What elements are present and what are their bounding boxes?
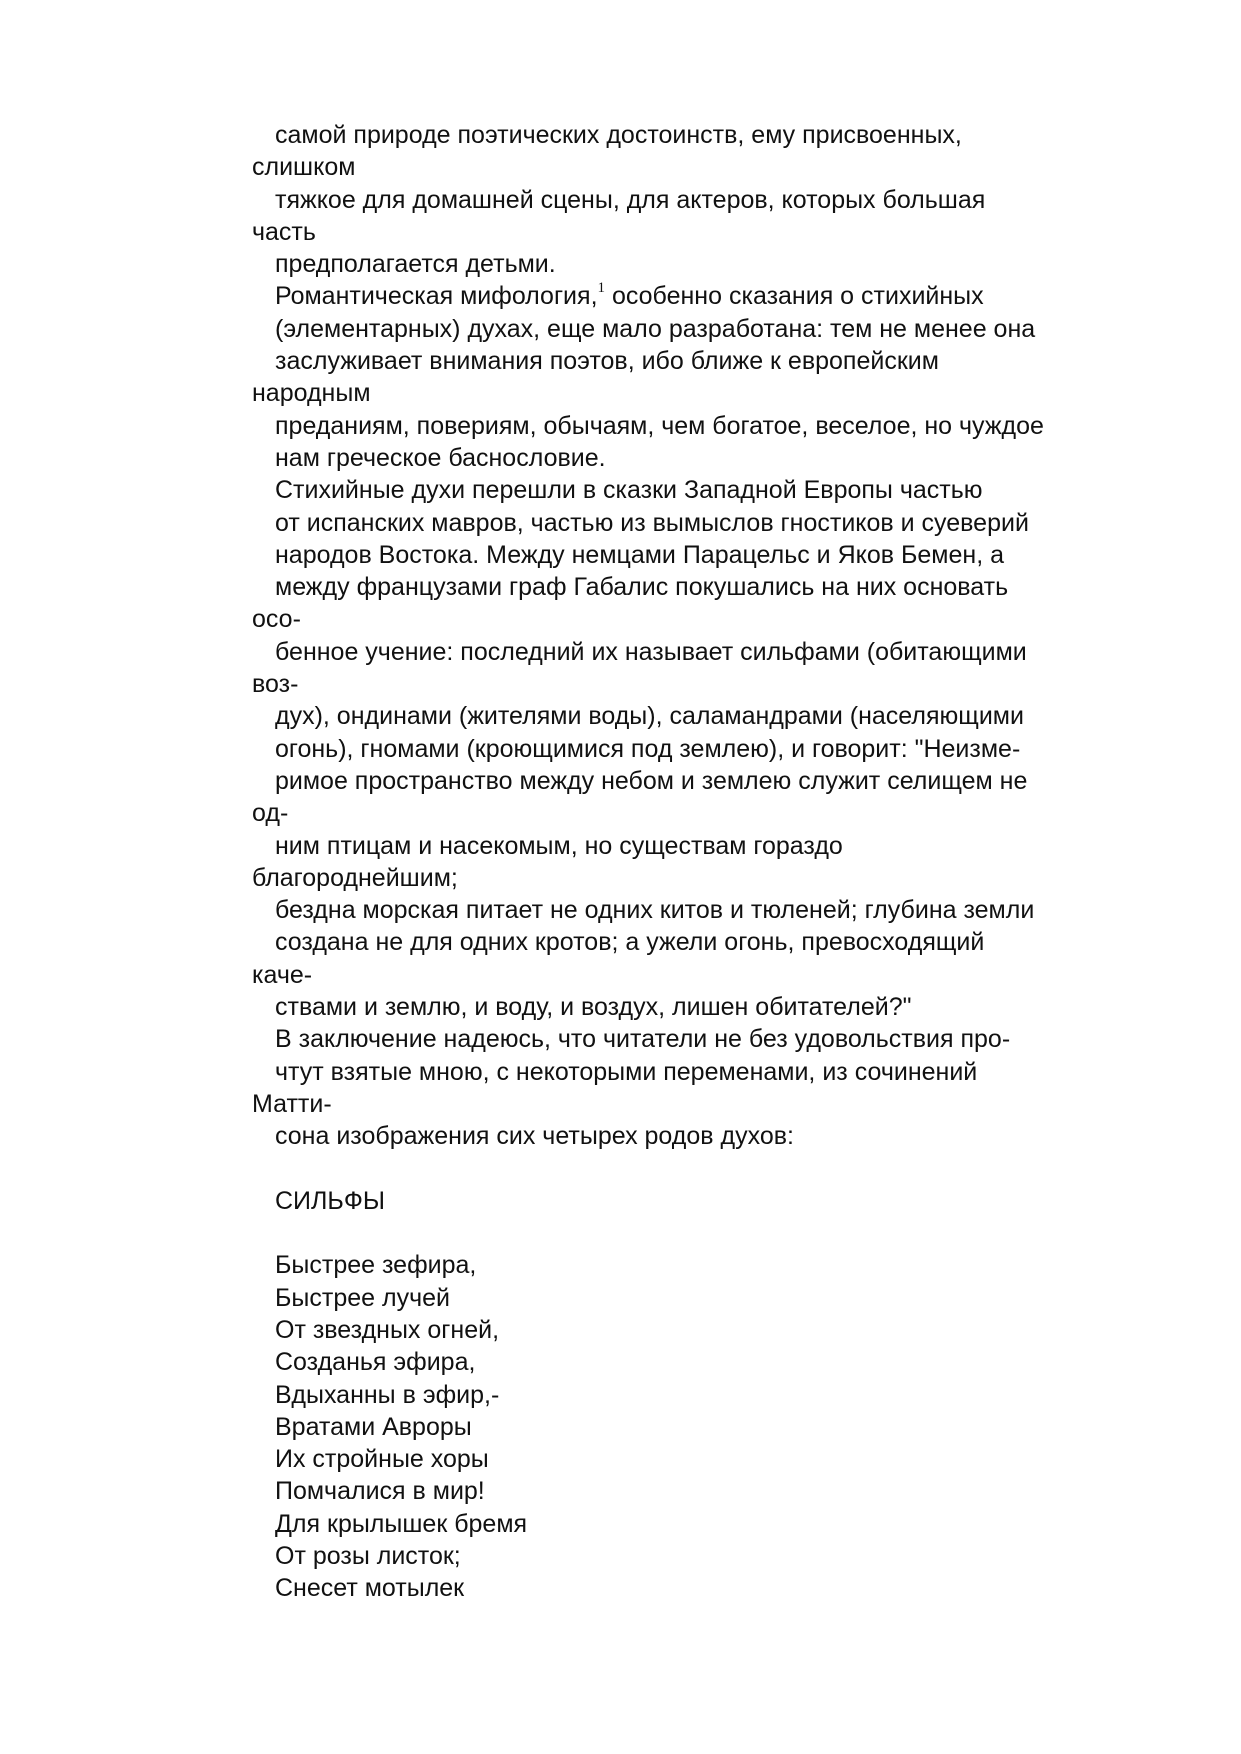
text-line-with-footnote bbox=[252, 280, 1152, 312]
poem-line: От розы листок; bbox=[275, 1542, 461, 1571]
text-line: В заключение надеюсь, что читатели не без удовольствия про- bbox=[275, 1025, 1011, 1054]
footnote-marker[interactable]: 1 bbox=[597, 280, 606, 297]
text-line: огонь), гномами (кроющимися под землею), и говорит: "Неизме- bbox=[275, 734, 1021, 763]
poem-line: Вдыханны в эфир,- bbox=[275, 1380, 500, 1409]
text-line: создана не для одних кротов; а ужели огонь, превосходящий bbox=[275, 928, 985, 957]
poem-title: СИЛЬФЫ bbox=[275, 1186, 385, 1215]
text-line: нам греческое баснословие. bbox=[275, 443, 606, 472]
text-line: римое пространство между небом и землею служит селищем не bbox=[275, 766, 1028, 795]
text-line-wrap: часть bbox=[252, 217, 316, 246]
text-line: самой природе поэтических достоинств, ему присвоенных, bbox=[275, 121, 962, 149]
text-line: бенное учение: последний их называет сильфами (обитающими bbox=[275, 637, 1027, 666]
text-line-wrap: воз- bbox=[252, 670, 299, 699]
text-line-wrap: слишком bbox=[252, 153, 356, 182]
text-line: ствами и землю, и воду, и воздух, лишен обитателей?" bbox=[275, 993, 912, 1022]
text-line-wrap: благороднейшим; bbox=[252, 863, 458, 892]
text-block bbox=[252, 119, 1152, 1605]
text-line-wrap: осо- bbox=[252, 605, 301, 634]
text-line: между французами граф Габалис покушались на них основать bbox=[275, 573, 1009, 602]
text-line: сона изображения сих четырех родов духов: bbox=[275, 1122, 794, 1151]
poem-line: Помчалися в мир! bbox=[275, 1477, 485, 1506]
text-line: предполагается детьми. bbox=[275, 250, 556, 279]
text-line: бездна морская питает не одних китов и тюленей; глубина земли bbox=[275, 896, 1035, 925]
text-line: ним птицам и насекомым, но существам гораздо bbox=[275, 831, 843, 860]
text-line: тяжкое для домашней сцены, для актеров, которых большая bbox=[275, 185, 986, 214]
text-line: Стихийные духи перешли в сказки Западной Европы частью bbox=[275, 476, 983, 505]
text-line-wrap: народным bbox=[252, 379, 371, 408]
poem-line: Их стройные хоры bbox=[275, 1445, 489, 1474]
text-fragment: Романтическая мифология, bbox=[275, 282, 598, 311]
text-fragment: особенно сказания о стихийных bbox=[605, 282, 984, 311]
poem-line: Вратами Авроры bbox=[275, 1412, 472, 1441]
text-line-wrap: од- bbox=[252, 799, 289, 828]
spacer bbox=[252, 1153, 1152, 1185]
poem-line: Быстрее лучей bbox=[275, 1283, 450, 1312]
poem-line: От звездных огней, bbox=[275, 1315, 500, 1344]
text-line: заслуживает внимания поэтов, ибо ближе к европейским bbox=[275, 347, 939, 376]
text-line: от испанских мавров, частью из вымыслов гностиков и суеверий bbox=[275, 508, 1029, 537]
text-line: (элементарных) духах, еще мало разработана: тем не менее она bbox=[275, 314, 1036, 343]
text-line: народов Востока. Между немцами Парацельс и Яков Бемен, а bbox=[275, 540, 1004, 569]
text-line: преданиям, повериям, обычаям, чем богатое, веселое, но чуждое bbox=[275, 411, 1044, 440]
poem-line: Снесет мотылек bbox=[275, 1574, 465, 1603]
spacer bbox=[252, 1217, 1152, 1249]
poem-line: Созданья эфира, bbox=[275, 1348, 476, 1377]
poem-line: Для крылышек бремя bbox=[275, 1509, 528, 1538]
text-line: дух), ондинами (жителями воды), саламандрами (населяющими bbox=[275, 702, 1024, 731]
text-line-wrap: каче- bbox=[252, 960, 313, 989]
text-line: чтут взятые мною, с некоторыми переменами, из сочинений bbox=[275, 1057, 978, 1086]
text-line-wrap: Матти- bbox=[252, 1089, 332, 1118]
poem-line: Быстрее зефира, bbox=[275, 1251, 477, 1280]
